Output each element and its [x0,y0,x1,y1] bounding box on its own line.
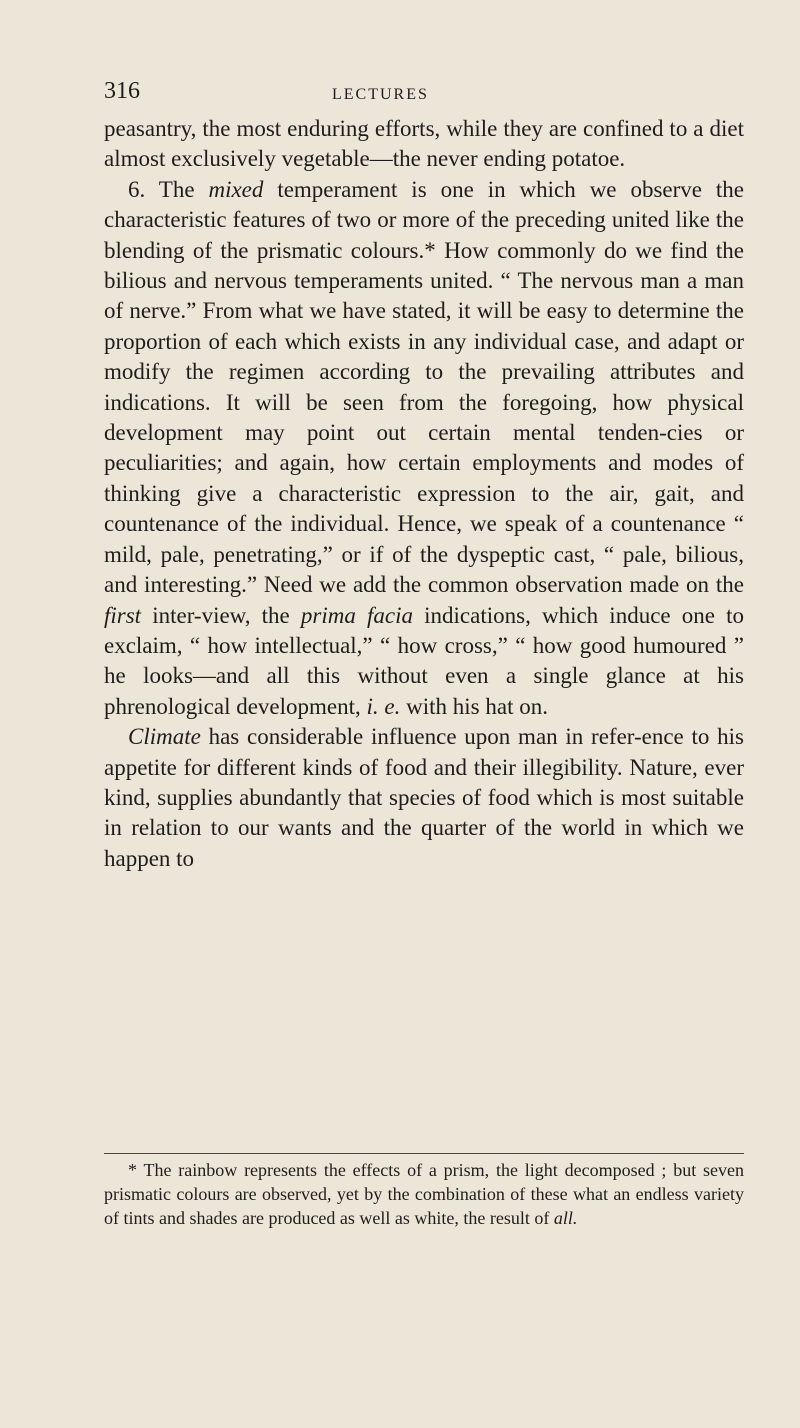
paragraph-mixed-temperament: 6. The mixed temperament is one in which we observe the characteristic features of two or more of the preceding united like the blending of the prismatic colours.* How commonly do we find the bilious and nervous temperaments united. “ The nervous man a man of nerve.” From what we have stated, it will be easy to determine the proportion of each which exists in any individual case, and adapt or modify the regimen according to the prevailing attributes and indications. It will be seen from the foregoing, how physical development may point out certain mental tenden-cies or peculiarities; and again, how certain employments and modes of thinking give a characteristic expression to the air, gait, and countenance of the individual. Hence, we speak of a countenance “ mild, pale, penetrating,” or if of the dyspeptic cast, “ pale, bilious, and interesting.” Need we add the common observation made on the first inter-view, the prima facia indications, which induce one to exclaim, “ how intellectual,” “ how cross,” “ how good humoured ” he looks—and all this without even a single glance at his phrenological development, i. e. with his hat on. [104,176,744,719]
paragraph-climate: Climate has considerable influence upon man in refer-ence to his appetite for different kinds of food and their illegibility. Nature, ever kind, supplies abundantly that species of food which is most suitable in relation to our wants and the quarter of the world in which we happen to [104,724,744,871]
emphasis-mixed: mixed [208,176,264,202]
emphasis-prima-facia: prima facia [300,602,413,628]
page-header [104,78,744,118]
running-head: LECTURES [332,86,429,103]
emphasis-ie: i. e. [366,693,401,719]
emphasis-first: first [104,602,142,628]
emphasis-climate: Climate [128,724,201,750]
footnote-text: * The rainbow represents the effects of a prism, the light decomposed ; but seven prismatic colours are observed, yet by the combination of these what an endless variety of tints and shades are produced as well as white, the result of all. [104,1160,744,1228]
emphasis-all: all. [553,1208,578,1228]
footnote [104,1158,744,1230]
page-number: 316 [104,78,140,104]
paragraph-continuation: peasantry, the most enduring efforts, while they are confined to a diet almost exclusively vegetable—the never ending potatoe. [104,116,744,172]
body-text [104,114,744,874]
footnote-divider [104,1153,744,1154]
